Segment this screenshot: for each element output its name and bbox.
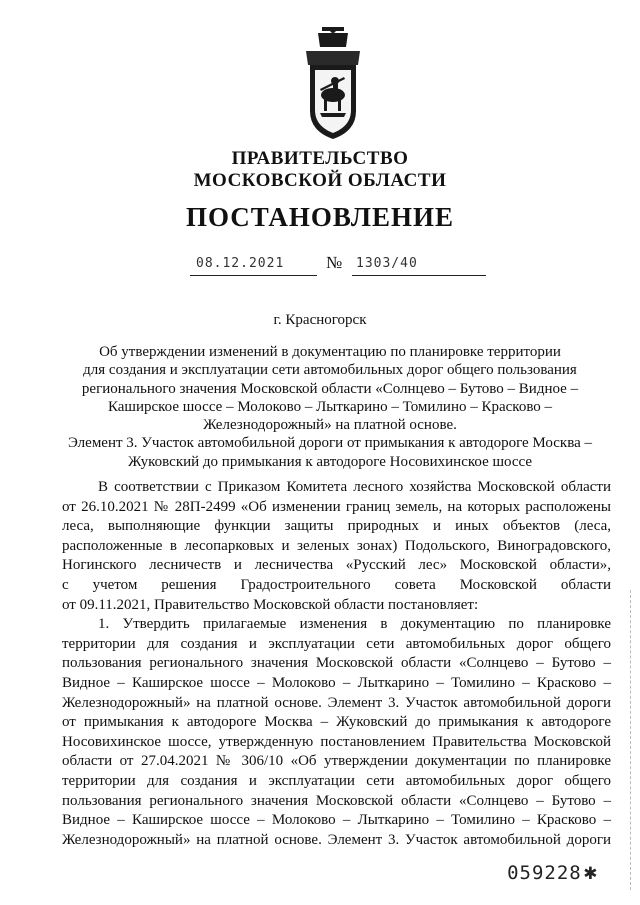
document-type-heading: ПОСТАНОВЛЕНИЕ bbox=[185, 202, 455, 232]
registration-number: 1303/40 bbox=[352, 256, 486, 276]
number-sign: № bbox=[326, 253, 343, 272]
title-line: для создания и эксплуатации сети автомобильных дорог общего пользования bbox=[83, 362, 577, 379]
title-line: Элемент 3. Участок автомобильной дороги от примыкания к автодороге Москва – bbox=[67, 435, 593, 452]
serial-digits: 059228 bbox=[507, 862, 582, 884]
resolution-body bbox=[62, 478, 611, 850]
city-line: г. Красногорск bbox=[273, 312, 367, 328]
body-line: с учетом решения Градостроительного совета Московской области bbox=[62, 576, 611, 593]
body-line: территории для создания и эксплуатации сети автомобильных дорог общего bbox=[62, 772, 611, 789]
title-line: Об утверждении изменений в документацию по планировке территории bbox=[99, 344, 561, 360]
resolution-title bbox=[50, 343, 610, 471]
body-line: Видное – Каширское шоссе – Молоково – Лыткарино – Томилино – Красково – bbox=[62, 674, 611, 691]
title-line: Каширское шоссе – Молоково – Лыткарино – Томилино – Красково – bbox=[107, 398, 553, 415]
title-line: Жуковский до примыкания к автодороге Носовихинское шоссе bbox=[127, 453, 533, 470]
org-name-line-2: МОСКОВСКОЙ ОБЛАСТИ bbox=[193, 170, 447, 191]
body-line: 1. Утвердить прилагаемые изменения в документацию по планировке bbox=[98, 616, 611, 633]
body-line: пользования регионального значения Московской области «Солнцево – Бутово – bbox=[62, 792, 611, 809]
form-serial-number bbox=[507, 860, 598, 885]
body-line: В соответствии с Приказом Комитета лесного хозяйства Московской области bbox=[98, 479, 611, 495]
body-line: расположенные в лесопарковых и зеленых зонах) Подольского, Виноградовского, bbox=[62, 537, 611, 554]
body-line: леса, выполняющие функции защиты природных и иных объектов (леса, bbox=[62, 518, 611, 535]
body-line: Железнодорожный» на платной основе. Элемент 3. Участок автомобильной дороги bbox=[62, 831, 611, 848]
body-line: области от 27.04.2021 № 306/10 «Об утверждении документации по планировке bbox=[62, 753, 611, 770]
body-line: от примыкания к автодороге Москва – Жуковский до примыкания к автодороге bbox=[62, 714, 611, 731]
body-line: Видное – Каширское шоссе – Молоково – Лыткарино – Томилино – Красково – bbox=[62, 812, 611, 829]
body-line: Железнодорожный» на платной основе. Элемент 3. Участок автомобильной дороги bbox=[62, 694, 611, 711]
body-line: от 09.11.2021, Правительство Московской области постановляет: bbox=[62, 596, 479, 613]
moscow-region-coat-of-arms-icon bbox=[300, 25, 366, 143]
body-line: от 26.10.2021 № 28П-2499 «Об изменении границ земель, на которых расположены bbox=[62, 498, 611, 515]
serial-star-mark: ✱ bbox=[583, 860, 598, 885]
registration-date: 08.12.2021 bbox=[190, 256, 317, 276]
body-line: территории для создания и эксплуатации сети автомобильных дорог общего bbox=[62, 635, 611, 652]
body-line: Носовихинское шоссе, утвержденную постановлением Правительства Московской bbox=[62, 733, 611, 750]
title-line: Железнодорожный» на платной основе. bbox=[203, 417, 457, 434]
body-line: Ногинского лесничеств и лесничества «Русский лес» Московской области», bbox=[62, 557, 611, 574]
title-line: регионального значения Московской области «Солнцево – Бутово – Видное – bbox=[81, 380, 579, 397]
body-line: пользования регионального значения Московской области «Солнцево – Бутово – bbox=[62, 655, 611, 672]
org-name-line-1: ПРАВИТЕЛЬСТВО bbox=[231, 148, 409, 169]
scan-edge-mark bbox=[630, 590, 633, 890]
